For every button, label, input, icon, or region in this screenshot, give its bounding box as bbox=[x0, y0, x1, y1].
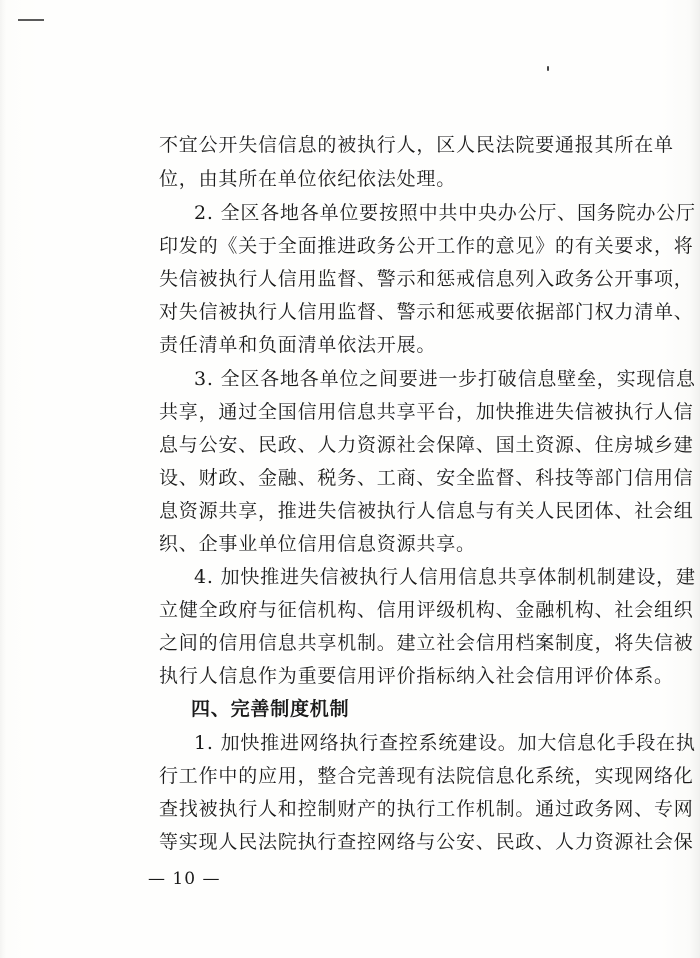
text-line: 责任清单和负面清单依法开展。 bbox=[159, 334, 437, 356]
scan-artifact-dot bbox=[547, 66, 549, 71]
paragraph-4-start: 4. 加快推进失信被执行人信用信息共享体制机制建设，建 bbox=[194, 566, 696, 588]
text-line: 查找被执行人和控制财产的执行工作机制。通过政务网、专网 bbox=[159, 798, 694, 820]
text-line: 不宜公开失信信息的被执行人，区人民法院要通报其所在单 bbox=[159, 134, 674, 156]
text-line: 等实现人民法院执行查控网络与公安、民政、人力资源社会保 bbox=[159, 831, 694, 853]
text-line: 息资源共享，推进失信被执行人信息与有关人民团体、社会组 bbox=[159, 500, 694, 522]
paragraph-1-start: 1. 加快推进网络执行查控系统建设。加大信息化手段在执 bbox=[194, 732, 696, 754]
text-line: 织、企事业单位信用信息资源共享。 bbox=[159, 533, 476, 555]
text-line: 之间的信用信息共享机制。建立社会信用档案制度，将失信被 bbox=[159, 632, 694, 654]
text-line: 位，由其所在单位依纪依法处理。 bbox=[159, 168, 457, 190]
text-line: 共享，通过全国信用信息共享平台，加快推进失信被执行人信 bbox=[159, 401, 694, 423]
text-line: 失信被执行人信用监督、警示和惩戒信息列入政务公开事项， bbox=[159, 268, 694, 290]
text-line: 设、财政、金融、税务、工商、安全监督、科技等部门信用信 bbox=[159, 467, 694, 489]
text-line: 执行人信息作为重要信用评价指标纳入社会信用评价体系。 bbox=[159, 665, 674, 687]
page-number: — 10 — bbox=[148, 869, 221, 889]
paragraph-2-start: 2. 全区各地各单位要按照中共中央办公厅、国务院办公厅 bbox=[194, 202, 696, 224]
text-line: 行工作中的应用，整合完善现有法院信息化系统，实现网络化 bbox=[159, 765, 694, 787]
text-line: 立健全政府与征信机构、信用评级机构、金融机构、社会组织 bbox=[159, 599, 694, 621]
text-line: 印发的《关于全面推进政务公开工作的意见》的有关要求，将 bbox=[159, 235, 694, 257]
text-line: 息与公安、民政、人力资源社会保障、国土资源、住房城乡建 bbox=[159, 434, 694, 456]
text-line: 对失信被执行人信用监督、警示和惩戒要依据部门权力清单、 bbox=[159, 301, 694, 323]
section-heading: 四、完善制度机制 bbox=[191, 698, 350, 720]
paragraph-3-start: 3. 全区各地各单位之间要进一步打破信息壁垒，实现信息 bbox=[194, 368, 696, 390]
scan-artifact-mark bbox=[18, 19, 44, 21]
